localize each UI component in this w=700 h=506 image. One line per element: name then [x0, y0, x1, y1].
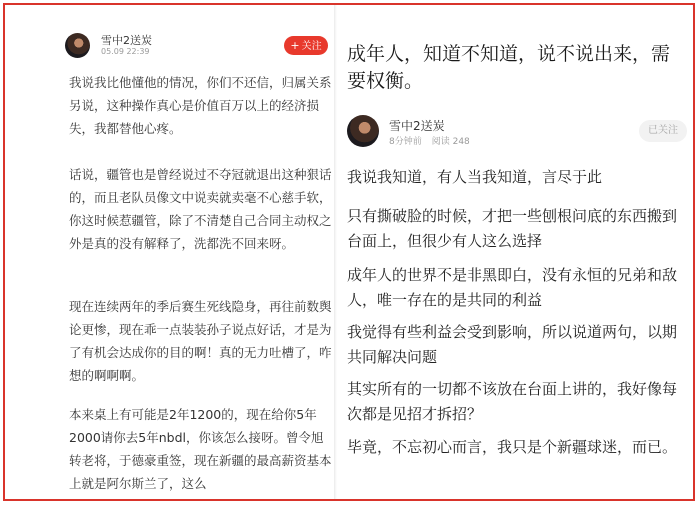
follow-button-label: 关注 — [301, 41, 322, 52]
left-post-time: 05.09 22:39 — [101, 47, 150, 56]
left-article-panel — [5, 5, 335, 499]
left-paragraph: 话说，疆管也是曾经说过不夺冠就退出这种狠话的，而且老队员像文中说卖就卖毫不心慈手软，你这时候惹疆管，除了不清楚自己合同主动权之外是真的没有解释了，洗都洗不回来呀。 — [69, 167, 332, 251]
post-time: 8分钟前 — [389, 137, 422, 147]
right-post-meta — [389, 134, 470, 147]
right-paragraph: 只有撕破脸的时候，才把一些刨根问底的东西搬到台面上，但很少有人这么选择 — [347, 207, 678, 250]
read-count: 阅读 248 — [431, 137, 470, 147]
right-article-panel — [335, 5, 693, 499]
right-author-row — [347, 115, 687, 149]
right-paragraph: 成年人的世界不是非黑即白，没有永恒的兄弟和敌人，唯一存在的是共同的利益 — [347, 266, 678, 309]
left-author-avatar[interactable] — [65, 33, 90, 58]
right-paragraph: 我觉得有些利益会受到影响，所以说道两句，以期共同解决问题 — [347, 323, 678, 366]
right-paragraph: 其实所有的一切都不该放在台面上讲的，我好像每次都是见招才拆招？ — [347, 380, 678, 423]
right-paragraph: 我说我知道，有人当我知道，言尽于此 — [347, 168, 603, 186]
left-author-row — [65, 31, 330, 63]
followed-button[interactable]: 已关注 — [639, 120, 687, 142]
left-paragraph: 现在连续两年的季后赛生死线隐身，再往前数舆论更惨，现在乖一点装装孙子说点好话，才是为了有机会达成你的目的啊！真的无力吐槽了，咋想的啊啊啊。 — [69, 299, 332, 383]
right-paragraph: 毕竟，不忘初心而言，我只是个新疆球迷，而已。 — [347, 438, 678, 456]
article-headline: 成年人，知道不知道，说不说出来，需要权衡。 — [347, 43, 671, 92]
right-author-name[interactable]: 雪中2送炭 — [389, 119, 445, 133]
left-author-name[interactable]: 雪中2送炭 — [101, 34, 152, 47]
left-paragraph: 本来桌上有可能是2年1200的，现在给你5年2000请你去5年nbdl，你该怎么接呀。曾令旭转老将，于德豪重签，现在新疆的最高薪资基本上就是阿尔斯兰了，这么 — [69, 407, 332, 491]
follow-button[interactable] — [284, 36, 328, 55]
screenshot-frame — [3, 3, 695, 501]
right-author-avatar[interactable] — [347, 115, 379, 147]
left-paragraph: 我说我比他懂他的情况，你们不还信，归属关系另说，这种操作真心是价值百万以上的经济损失，我都替他心疼。 — [69, 75, 332, 136]
plus-icon: + — [290, 39, 300, 52]
